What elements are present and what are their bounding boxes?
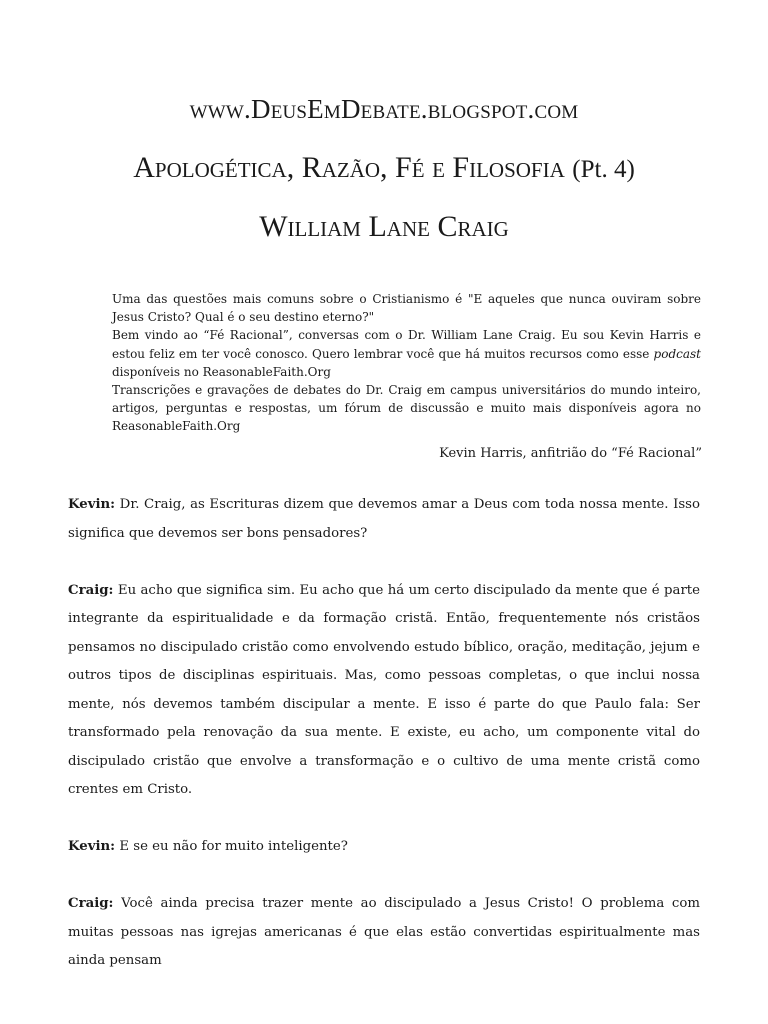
- intro-p2-before: Bem vindo ao “Fé Racional”, conversas com o Dr. William Lane Craig. Eu sou Kevin Harris e estou feliz em ter você conosco. Quero lembrar você que há muitos recursos como esse: [112, 328, 701, 361]
- speaker-name: Kevin:: [68, 497, 116, 512]
- title-text: Apologética, Razão, Fé e Filosofia: [133, 151, 565, 184]
- intro-p2-italic: podcast: [653, 346, 701, 361]
- dialogue-text: Você ainda precisa trazer mente ao discipulado a Jesus Cristo! O problema com muitas pessoas nas igrejas americanas é que elas estão convertidas espiritualmente mas ainda pensam: [68, 896, 700, 968]
- author-heading: William Lane Craig: [259, 210, 509, 243]
- title-part: (Pt. 4): [572, 156, 635, 183]
- intro-paragraph-3: Transcrições e gravações de debates do Dr. Craig em campus universitários do mundo inteiro, artigos, perguntas e respostas, um fórum de discussão e muito mais disponíveis agora no ReasonableFaith.Org: [112, 383, 701, 434]
- speaker-name: Kevin:: [68, 839, 116, 854]
- site-url-heading: www.DeusEmDebate.blogspot.com: [189, 94, 579, 124]
- intro-p2-after: disponíveis no ReasonableFaith.Org: [112, 364, 331, 379]
- dialogue: [68, 491, 700, 1004]
- attribution: Kevin Harris, anfitrião do “Fé Racional”: [439, 446, 702, 461]
- speaker-name: Craig:: [68, 582, 114, 598]
- dialogue-text: E se eu não for muito inteligente?: [119, 839, 348, 854]
- intro-paragraph-1: Uma das questões mais comuns sobre o Cristianismo é "E aqueles que nunca ouviram sobre Jesus Cristo? Qual é o seu destino eterno?": [112, 292, 701, 325]
- dialogue-paragraph: [68, 890, 700, 976]
- document-title: [0, 151, 768, 185]
- dialogue-paragraph: [68, 833, 700, 862]
- dialogue-paragraph: [68, 491, 700, 548]
- speaker-name: Craig:: [68, 896, 114, 911]
- dialogue-text: Dr. Craig, as Escrituras dizem que devemos amar a Deus com toda nossa mente. Isso significa que devemos ser bons pensadores?: [68, 497, 700, 541]
- intro-block: [112, 290, 701, 436]
- dialogue-paragraph: [68, 577, 700, 805]
- dialogue-text: Eu acho que significa sim. Eu acho que há um certo discipulado da mente que é parte integrante da espiritualidade e da formação cristã. Então, frequentemente nós cristãos pensamos no discipulado cristão como envolvendo estudo bíblico, oração, meditação, jejum e outros tipos de disciplinas espirituais. Mas, como pessoas completas, o que inclui nossa mente, nós devemos também discipular a mente. E isso é parte do que Paulo fala: Ser transformado pela renovação da sua mente. E existe, eu acho, um componente vital do discipulado cristão que envolve a transformação e o cultivo de uma mente cristã como crentes em Cristo.: [68, 582, 701, 797]
- intro-paragraph-2: [112, 326, 701, 381]
